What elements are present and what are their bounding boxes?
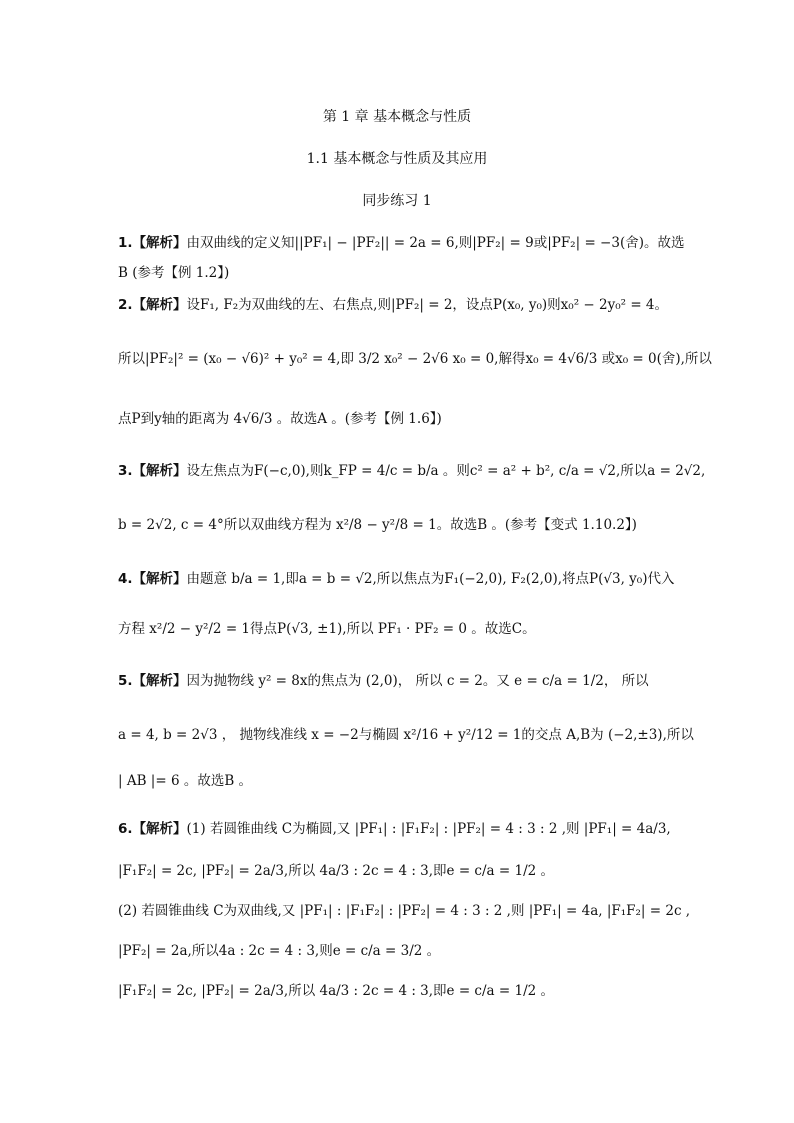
solution-4-line-2: 方程 x²/2 − y²/2 = 1得点P(√3, ±1),所以 PF₁ · PF₂ = 0 。故选C。 — [118, 621, 536, 637]
solution-3-text: 设左焦点为F(−c,0),则k_FP = 4/c = b/a 。则c² = a² + b², c/a = √2,所以a = 2√2, — [186, 463, 706, 479]
solution-4-tag: 【解析】 — [132, 571, 187, 587]
solution-2-line-3: 点P到y轴的距离为 4√6/3 。故选A 。(参考【例 1.6】) — [118, 411, 442, 427]
solution-1-text: 由双曲线的定义知||PF₁| − |PF₂|| = 2a = 6,则|PF₂| = 9或|PF₂| = −3(舍)。故选 — [186, 235, 685, 251]
solution-6-line-3: (2) 若圆锥曲线 C为双曲线,又 |PF₁| : |F₁F₂| : |PF₂| = 4 : 3 : 2 ,则 |PF₁| = 4a, |F₁F₂| = 2c , — [118, 903, 691, 919]
solution-2-tag: 【解析】 — [132, 297, 187, 313]
solution-2-text: 设F₁, F₂为双曲线的左、右焦点,则|PF₂| = 2，设点P(x₀, y₀)则x₀² − 2y₀² = 4。 — [186, 297, 669, 313]
solution-3-tag: 【解析】 — [132, 463, 187, 479]
solution-5-line-3: | AB |= 6 。故选B 。 — [118, 773, 253, 789]
section-title: 1.1 基本概念与性质及其应用 — [306, 151, 488, 167]
solution-5-line-1 — [118, 670, 678, 692]
solution-1-tag: 【解析】 — [132, 235, 187, 251]
solution-5-line-2: a = 4, b = 2√3 ， 抛物线准线 x = −2与椭圆 x²/16 + y²/12 = 1的交点 A,B为 (−2,±3),所以 — [118, 727, 694, 743]
exercise-title: 同步练习 1 — [362, 193, 432, 209]
solution-1-number: 1. — [118, 235, 133, 251]
solution-6-number: 6. — [118, 821, 133, 837]
chapter-title: 第 1 章 基本概念与性质 — [322, 109, 472, 125]
solution-2-number: 2. — [118, 297, 133, 313]
solution-4-number: 4. — [118, 571, 133, 587]
solution-4-line-1 — [118, 568, 678, 590]
solution-3-line-2: b = 2√2, c = 4°所以双曲线方程为 x²/8 − y²/8 = 1。故选B 。(参考【变式 1.10.2】) — [118, 517, 637, 533]
solution-6-tag: 【解析】 — [132, 821, 187, 837]
solution-6-line-4: |PF₂| = 2a,所以4a : 2c = 4 : 3,则e = c/a = 3/2 。 — [118, 943, 441, 959]
solution-6-line-2: |F₁F₂| = 2c, |PF₂| = 2a/3,所以 4a/3 : 2c = 4 : 3,即e = c/a = 1/2 。 — [118, 863, 554, 879]
solution-6-text: (1) 若圆锥曲线 C为椭圆,又 |PF₁| : |F₁F₂| : |PF₂| = 4 : 3 : 2 ,则 |PF₁| = 4a/3, — [186, 821, 671, 837]
solution-5-number: 5. — [118, 673, 133, 689]
solution-1-line-2: B (参考【例 1.2】) — [118, 265, 230, 281]
solution-3-line-1 — [118, 460, 706, 482]
solution-6-line-5: |F₁F₂| = 2c, |PF₂| = 2a/3,所以 4a/3 : 2c = 4 : 3,即e = c/a = 1/2 。 — [118, 983, 554, 999]
solution-2-line-2: 所以|PF₂|² = (x₀ − √6)² + y₀² = 4,即 3/2 x₀² − 2√6 x₀ = 0,解得x₀ = 4√6/3 或x₀ = 0(舍),所以 — [118, 351, 712, 367]
solution-3-number: 3. — [118, 463, 133, 479]
solution-6-line-1 — [118, 818, 678, 840]
solution-2-line-1 — [118, 294, 678, 316]
solution-4-text: 由题意 b/a = 1,即a = b = √2,所以焦点为F₁(−2,0), F₂(2,0),将点P(√3, y₀)代入 — [186, 571, 675, 587]
solution-5-tag: 【解析】 — [132, 673, 187, 689]
solution-1-line-1 — [118, 232, 685, 254]
solution-5-text: 因为抛物线 y² = 8x的焦点为 (2,0)， 所以 c = 2。又 e = c/a = 1/2， 所以 — [186, 673, 649, 689]
